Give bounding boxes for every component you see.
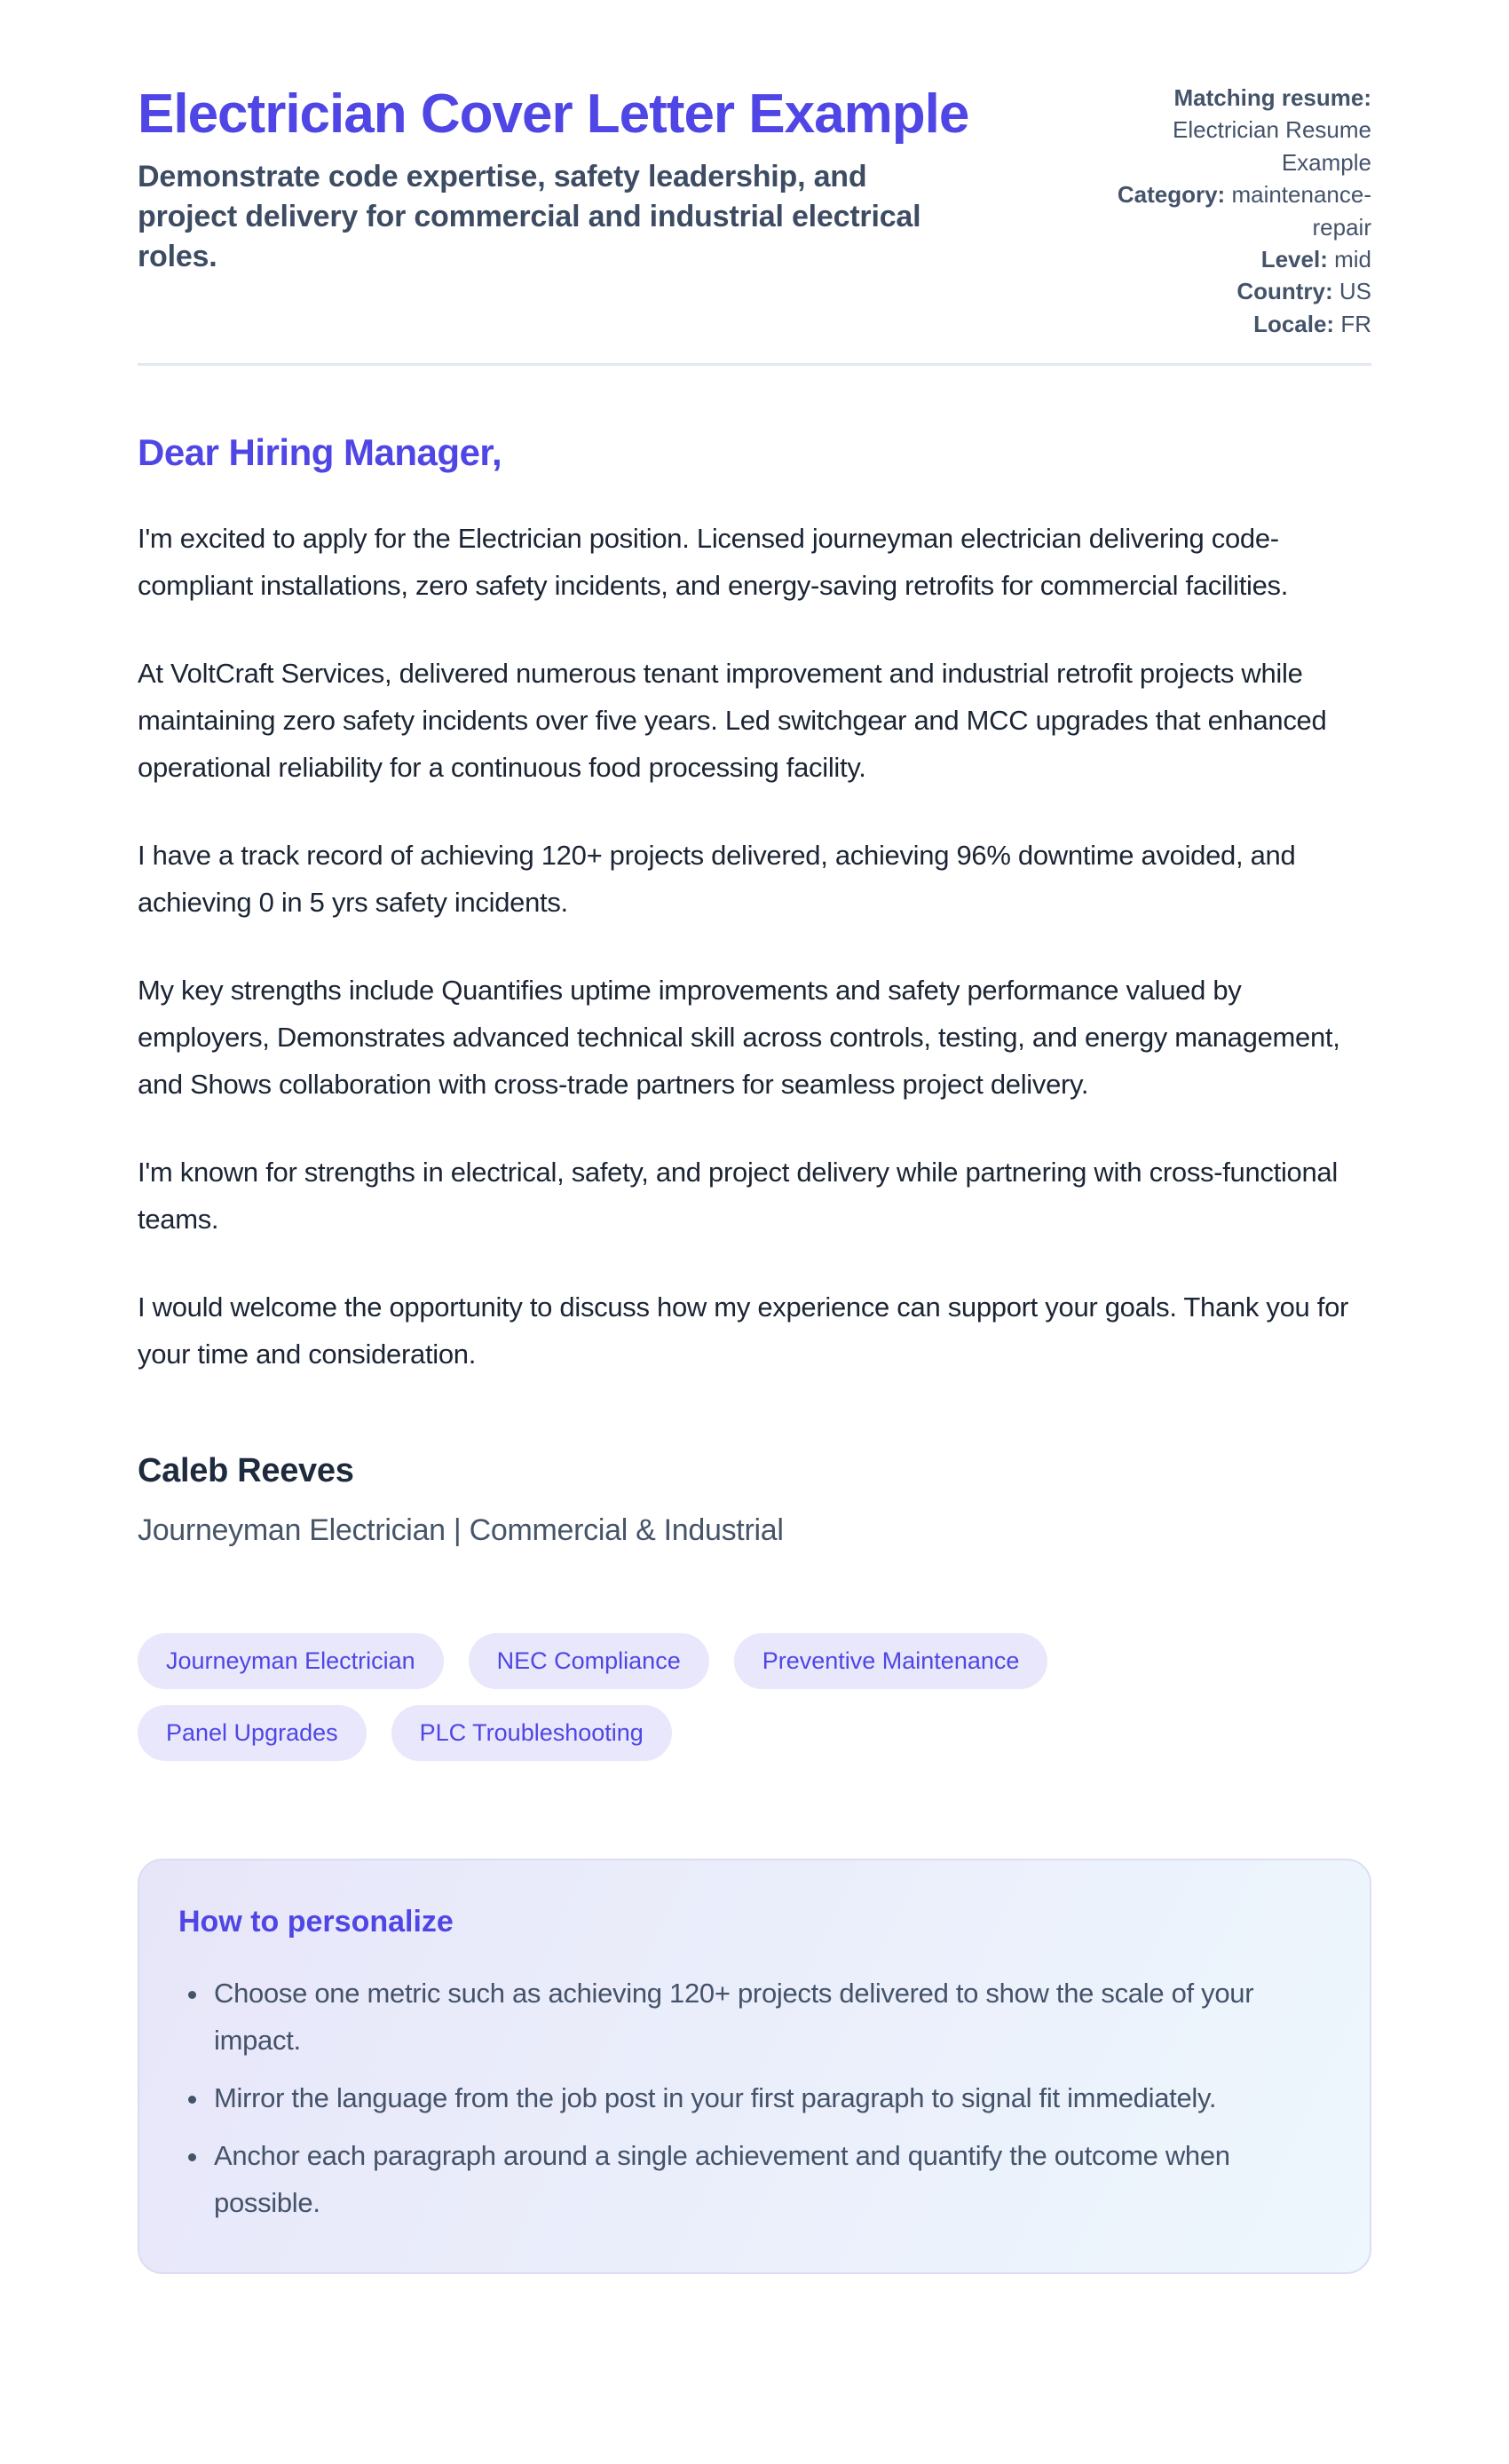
- header-divider: [138, 363, 1371, 366]
- letter-paragraph: I'm known for strengths in electrical, safety, and project delivery while partnering with cross-functional teams.: [138, 1157, 1338, 1236]
- personalize-box: [138, 1859, 1371, 2274]
- cover-letter-body: [138, 431, 1371, 2274]
- personalize-tip: • Mirror the language from the job post in your first paragraph to signal fit immediately.: [210, 2074, 1316, 2121]
- salutation: Dear Hiring Manager,: [138, 431, 502, 474]
- signature-role: Journeyman Electrician | Commercial & Industrial: [138, 1513, 784, 1548]
- meta-label: Country:: [1236, 278, 1333, 305]
- letter-paragraph: I have a track record of achieving 120+ projects delivered, achieving 96% downtime avoided, and achieving 0 in 5 yrs safety incidents.: [138, 840, 1296, 919]
- meta-matching-resume: [1105, 82, 1371, 178]
- signature-name: Caleb Reeves: [138, 1452, 354, 1490]
- meta-level: [1105, 243, 1371, 275]
- personalize-tip: • Choose one metric such as achieving 120+ projects delivered to show the scale of your impact.: [210, 1970, 1316, 2064]
- page-header: [138, 82, 1371, 340]
- header-title-block: [138, 82, 1070, 277]
- letter-paragraph: At VoltCraft Services, delivered numerous tenant improvement and industrial retrofit projects while maintaining zero safety incidents over five years. Led switchgear and MCC upgrades that enhanced operational reliability for a continuous food processing facility.: [138, 658, 1327, 784]
- meta-value: US: [1339, 278, 1371, 305]
- meta-country: [1105, 275, 1371, 307]
- meta-value: FR: [1340, 310, 1371, 337]
- meta-label: Level:: [1260, 245, 1328, 272]
- page-subtitle: Demonstrate code expertise, safety leadership, and project delivery for commercial and industrial electrical roles.: [138, 160, 921, 273]
- letter-paragraph: I would welcome the opportunity to discuss how my experience can support your goals. Thank you for your time and consideration.: [138, 1291, 1349, 1370]
- meta-value: Electrician Resume Example: [1173, 116, 1371, 176]
- skill-tag: Journeyman Electrician: [138, 1633, 444, 1689]
- personalize-heading: How to personalize: [178, 1905, 454, 1939]
- skill-tag: Panel Upgrades: [138, 1705, 367, 1761]
- meta-category: [1105, 178, 1371, 243]
- meta-label: Matching resume:: [1173, 84, 1371, 111]
- meta-label: Category:: [1117, 181, 1226, 209]
- meta-value: mid: [1334, 245, 1371, 272]
- letter-paragraph: My key strengths include Quantifies uptime improvements and safety performance valued by employers, Demonstrates advanced technical skill across controls, testing, and energy management, and Shows collaboration with cross-trade partners for seamless project delivery.: [138, 975, 1340, 1101]
- skill-tags: [138, 1633, 1247, 1761]
- skill-tag: NEC Compliance: [469, 1633, 709, 1689]
- letter-paragraph: I'm excited to apply for the Electrician position. Licensed journeyman electrician delivering code-compliant installations, zero safety incidents, and energy-saving retrofits for commercial facilities.: [138, 523, 1289, 602]
- meta-value: maintenance-repair: [1231, 181, 1371, 241]
- meta-panel: [1105, 82, 1371, 340]
- page-title: Electrician Cover Letter Example: [138, 83, 969, 145]
- skill-tag: PLC Troubleshooting: [391, 1705, 672, 1761]
- skill-tag: Preventive Maintenance: [734, 1633, 1048, 1689]
- personalize-tip: • Anchor each paragraph around a single achievement and quantify the outcome when possible.: [210, 2132, 1316, 2226]
- personalize-tips: [178, 1970, 1316, 2226]
- meta-locale: [1105, 308, 1371, 340]
- meta-label: Locale:: [1253, 310, 1335, 337]
